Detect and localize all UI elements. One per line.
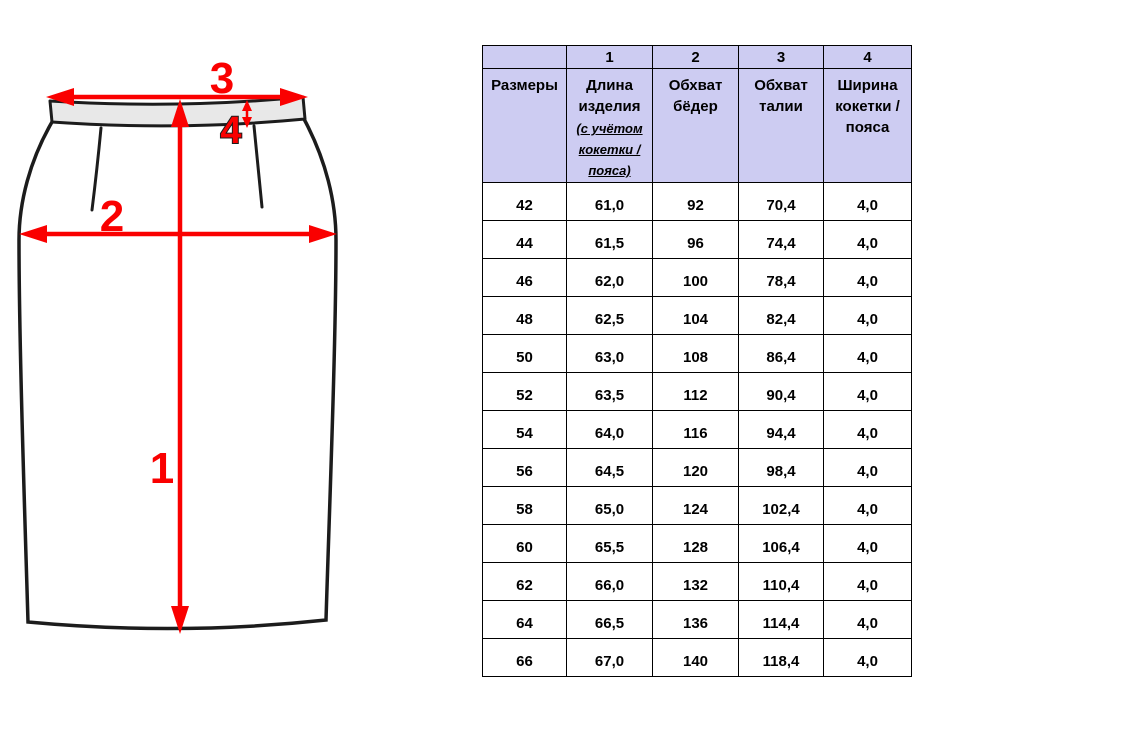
cell-size: 54 xyxy=(483,411,567,449)
header-sizes: Размеры xyxy=(483,69,567,183)
cell-yoke-width: 4,0 xyxy=(824,297,912,335)
table-row xyxy=(483,259,912,297)
cell-size: 44 xyxy=(483,221,567,259)
measure-label-2: 2 xyxy=(99,192,125,241)
table-row xyxy=(483,335,912,373)
cell-size: 50 xyxy=(483,335,567,373)
skirt-diagram-svg xyxy=(0,0,400,734)
cell-hips: 136 xyxy=(653,601,739,639)
table-row xyxy=(483,601,912,639)
col-number-2: 2 xyxy=(653,46,739,69)
cell-waist: 110,4 xyxy=(739,563,824,601)
measure-label-4: 4 xyxy=(220,110,242,152)
cell-hips: 132 xyxy=(653,563,739,601)
cell-yoke-width: 4,0 xyxy=(824,259,912,297)
cell-waist: 118,4 xyxy=(739,639,824,677)
cell-yoke-width: 4,0 xyxy=(824,449,912,487)
cell-hips: 124 xyxy=(653,487,739,525)
cell-size: 56 xyxy=(483,449,567,487)
table-row xyxy=(483,563,912,601)
cell-yoke-width: 4,0 xyxy=(824,525,912,563)
cell-length: 65,5 xyxy=(567,525,653,563)
cell-yoke-width: 4,0 xyxy=(824,335,912,373)
table-row xyxy=(483,525,912,563)
cell-size: 58 xyxy=(483,487,567,525)
cell-size: 66 xyxy=(483,639,567,677)
cell-size: 62 xyxy=(483,563,567,601)
cell-length: 67,0 xyxy=(567,639,653,677)
cell-waist: 106,4 xyxy=(739,525,824,563)
cell-waist: 94,4 xyxy=(739,411,824,449)
cell-hips: 116 xyxy=(653,411,739,449)
cell-waist: 86,4 xyxy=(739,335,824,373)
corner-cell xyxy=(483,46,567,69)
cell-yoke-width: 4,0 xyxy=(824,183,912,221)
col-number-3: 3 xyxy=(739,46,824,69)
cell-hips: 140 xyxy=(653,639,739,677)
skirt-measurement-diagram xyxy=(0,0,400,734)
table-row xyxy=(483,183,912,221)
cell-waist: 98,4 xyxy=(739,449,824,487)
measure-label-3: 3 xyxy=(209,54,235,103)
cell-hips: 96 xyxy=(653,221,739,259)
arrow-length xyxy=(171,99,189,634)
table-row xyxy=(483,221,912,259)
cell-size: 46 xyxy=(483,259,567,297)
cell-length: 63,5 xyxy=(567,373,653,411)
cell-length: 63,0 xyxy=(567,335,653,373)
table-row xyxy=(483,449,912,487)
cell-length: 66,5 xyxy=(567,601,653,639)
measure-label-1: 1 xyxy=(149,444,175,493)
cell-hips: 112 xyxy=(653,373,739,411)
cell-yoke-width: 4,0 xyxy=(824,411,912,449)
col-number-1: 1 xyxy=(567,46,653,69)
cell-yoke-width: 4,0 xyxy=(824,639,912,677)
cell-waist: 74,4 xyxy=(739,221,824,259)
cell-hips: 120 xyxy=(653,449,739,487)
cell-waist: 114,4 xyxy=(739,601,824,639)
cell-length: 65,0 xyxy=(567,487,653,525)
cell-hips: 100 xyxy=(653,259,739,297)
cell-size: 64 xyxy=(483,601,567,639)
col-number-4: 4 xyxy=(824,46,912,69)
cell-hips: 108 xyxy=(653,335,739,373)
cell-hips: 104 xyxy=(653,297,739,335)
table-row xyxy=(483,487,912,525)
cell-yoke-width: 4,0 xyxy=(824,373,912,411)
cell-hips: 128 xyxy=(653,525,739,563)
cell-waist: 90,4 xyxy=(739,373,824,411)
cell-size: 48 xyxy=(483,297,567,335)
cell-waist: 70,4 xyxy=(739,183,824,221)
cell-waist: 82,4 xyxy=(739,297,824,335)
header-hips: Обхват бёдер xyxy=(653,69,739,183)
cell-size: 52 xyxy=(483,373,567,411)
table-row xyxy=(483,639,912,677)
header-length-title: Длина изделия xyxy=(578,77,641,115)
table-row xyxy=(483,373,912,411)
skirt-outline xyxy=(19,119,336,629)
cell-length: 62,5 xyxy=(567,297,653,335)
size-table-body xyxy=(483,183,912,677)
cell-size: 60 xyxy=(483,525,567,563)
cell-yoke-width: 4,0 xyxy=(824,221,912,259)
dart-line-right xyxy=(254,126,262,207)
cell-size: 42 xyxy=(483,183,567,221)
cell-length: 66,0 xyxy=(567,563,653,601)
table-row xyxy=(483,297,912,335)
table-row xyxy=(483,411,912,449)
cell-hips: 92 xyxy=(653,183,739,221)
cell-waist: 102,4 xyxy=(739,487,824,525)
cell-yoke-width: 4,0 xyxy=(824,601,912,639)
cell-yoke-width: 4,0 xyxy=(824,563,912,601)
header-waist: Обхват талии xyxy=(739,69,824,183)
cell-length: 64,0 xyxy=(567,411,653,449)
cell-yoke-width: 4,0 xyxy=(824,487,912,525)
cell-length: 62,0 xyxy=(567,259,653,297)
cell-length: 64,5 xyxy=(567,449,653,487)
header-length-note: (с учётом кокетки / пояса) xyxy=(576,121,643,178)
cell-waist: 78,4 xyxy=(739,259,824,297)
header-row xyxy=(483,69,912,183)
cell-length: 61,5 xyxy=(567,221,653,259)
header-length xyxy=(567,69,653,183)
column-number-row xyxy=(483,46,912,69)
size-table xyxy=(482,45,912,677)
cell-length: 61,0 xyxy=(567,183,653,221)
header-yoke-width: Ширина кокетки / пояса xyxy=(824,69,912,183)
